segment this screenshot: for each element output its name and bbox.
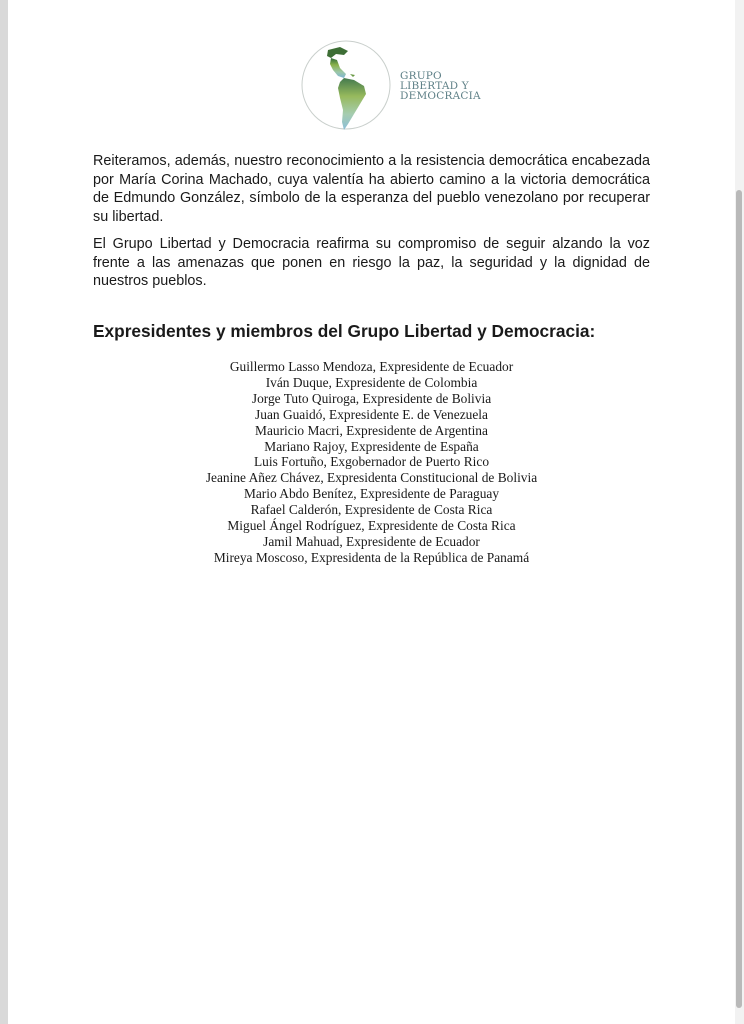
member-item: Jamil Mahuad, Expresidente de Ecuador (263, 533, 480, 549)
member-item: Juan Guaidó, Expresidente E. de Venezuela (255, 406, 488, 422)
member-item: Guillermo Lasso Mendoza, Expresidente de Ecuador (229, 359, 514, 374)
paragraph-resistance: Reiteramos, además, nuestro reconocimiento a la resistencia democrática encabezada por María Corina Machado, cuya valentía ha abierto camino a la victoria democrática de Edmundo González, símbolo de la esperanza del pueblo venezolano por recuperar su libertad. (93, 153, 650, 225)
member-item: Rafael Calderón, Expresidente de Costa Rica (250, 502, 493, 518)
member-item: Jorge Tuto Quiroga, Expresidente de Bolivia (251, 390, 492, 406)
member-item: Mireya Moscoso, Expresidenta de la República de Panamá (213, 549, 530, 565)
logo-line-3: DEMOCRACIA (400, 90, 481, 102)
logo-line-2: LIBERTAD Y (400, 80, 469, 92)
scrollbar-thumb[interactable] (736, 190, 742, 1008)
member-item: Miguel Ángel Rodríguez, Expresidente de Costa Rica (227, 518, 516, 534)
member-item: Mario Abdo Benítez, Expresidente de Paraguay (243, 486, 500, 502)
document-page (8, 0, 735, 1024)
member-item: Iván Duque, Expresidente de Colombia (265, 374, 478, 390)
americas-map-icon (300, 38, 400, 138)
paragraph-commitment: El Grupo Libertad y Democracia reafirma su compromiso de seguir alzando la voz frente a las amenazas que ponen en riesgo la paz, la seguridad y la dignidad de nuestros pueblos. (93, 236, 650, 289)
member-item: Mauricio Macri, Expresidente de Argentina (255, 422, 488, 438)
members-list (93, 359, 650, 566)
member-item: Mariano Rajoy, Expresidente de España (264, 438, 479, 454)
group-logo (300, 38, 500, 138)
members-heading: Expresidentes y miembros del Grupo Libertad y Democracia: (93, 321, 596, 341)
logo-wordmark (400, 71, 481, 101)
logo-line-1: GRUPO (400, 70, 442, 82)
member-item: Luis Fortuño, Exgobernador de Puerto Rico (253, 454, 490, 470)
viewer-left-edge (0, 0, 8, 1024)
member-item: Jeanine Añez Chávez, Expresidenta Constitucional de Bolivia (205, 470, 538, 486)
